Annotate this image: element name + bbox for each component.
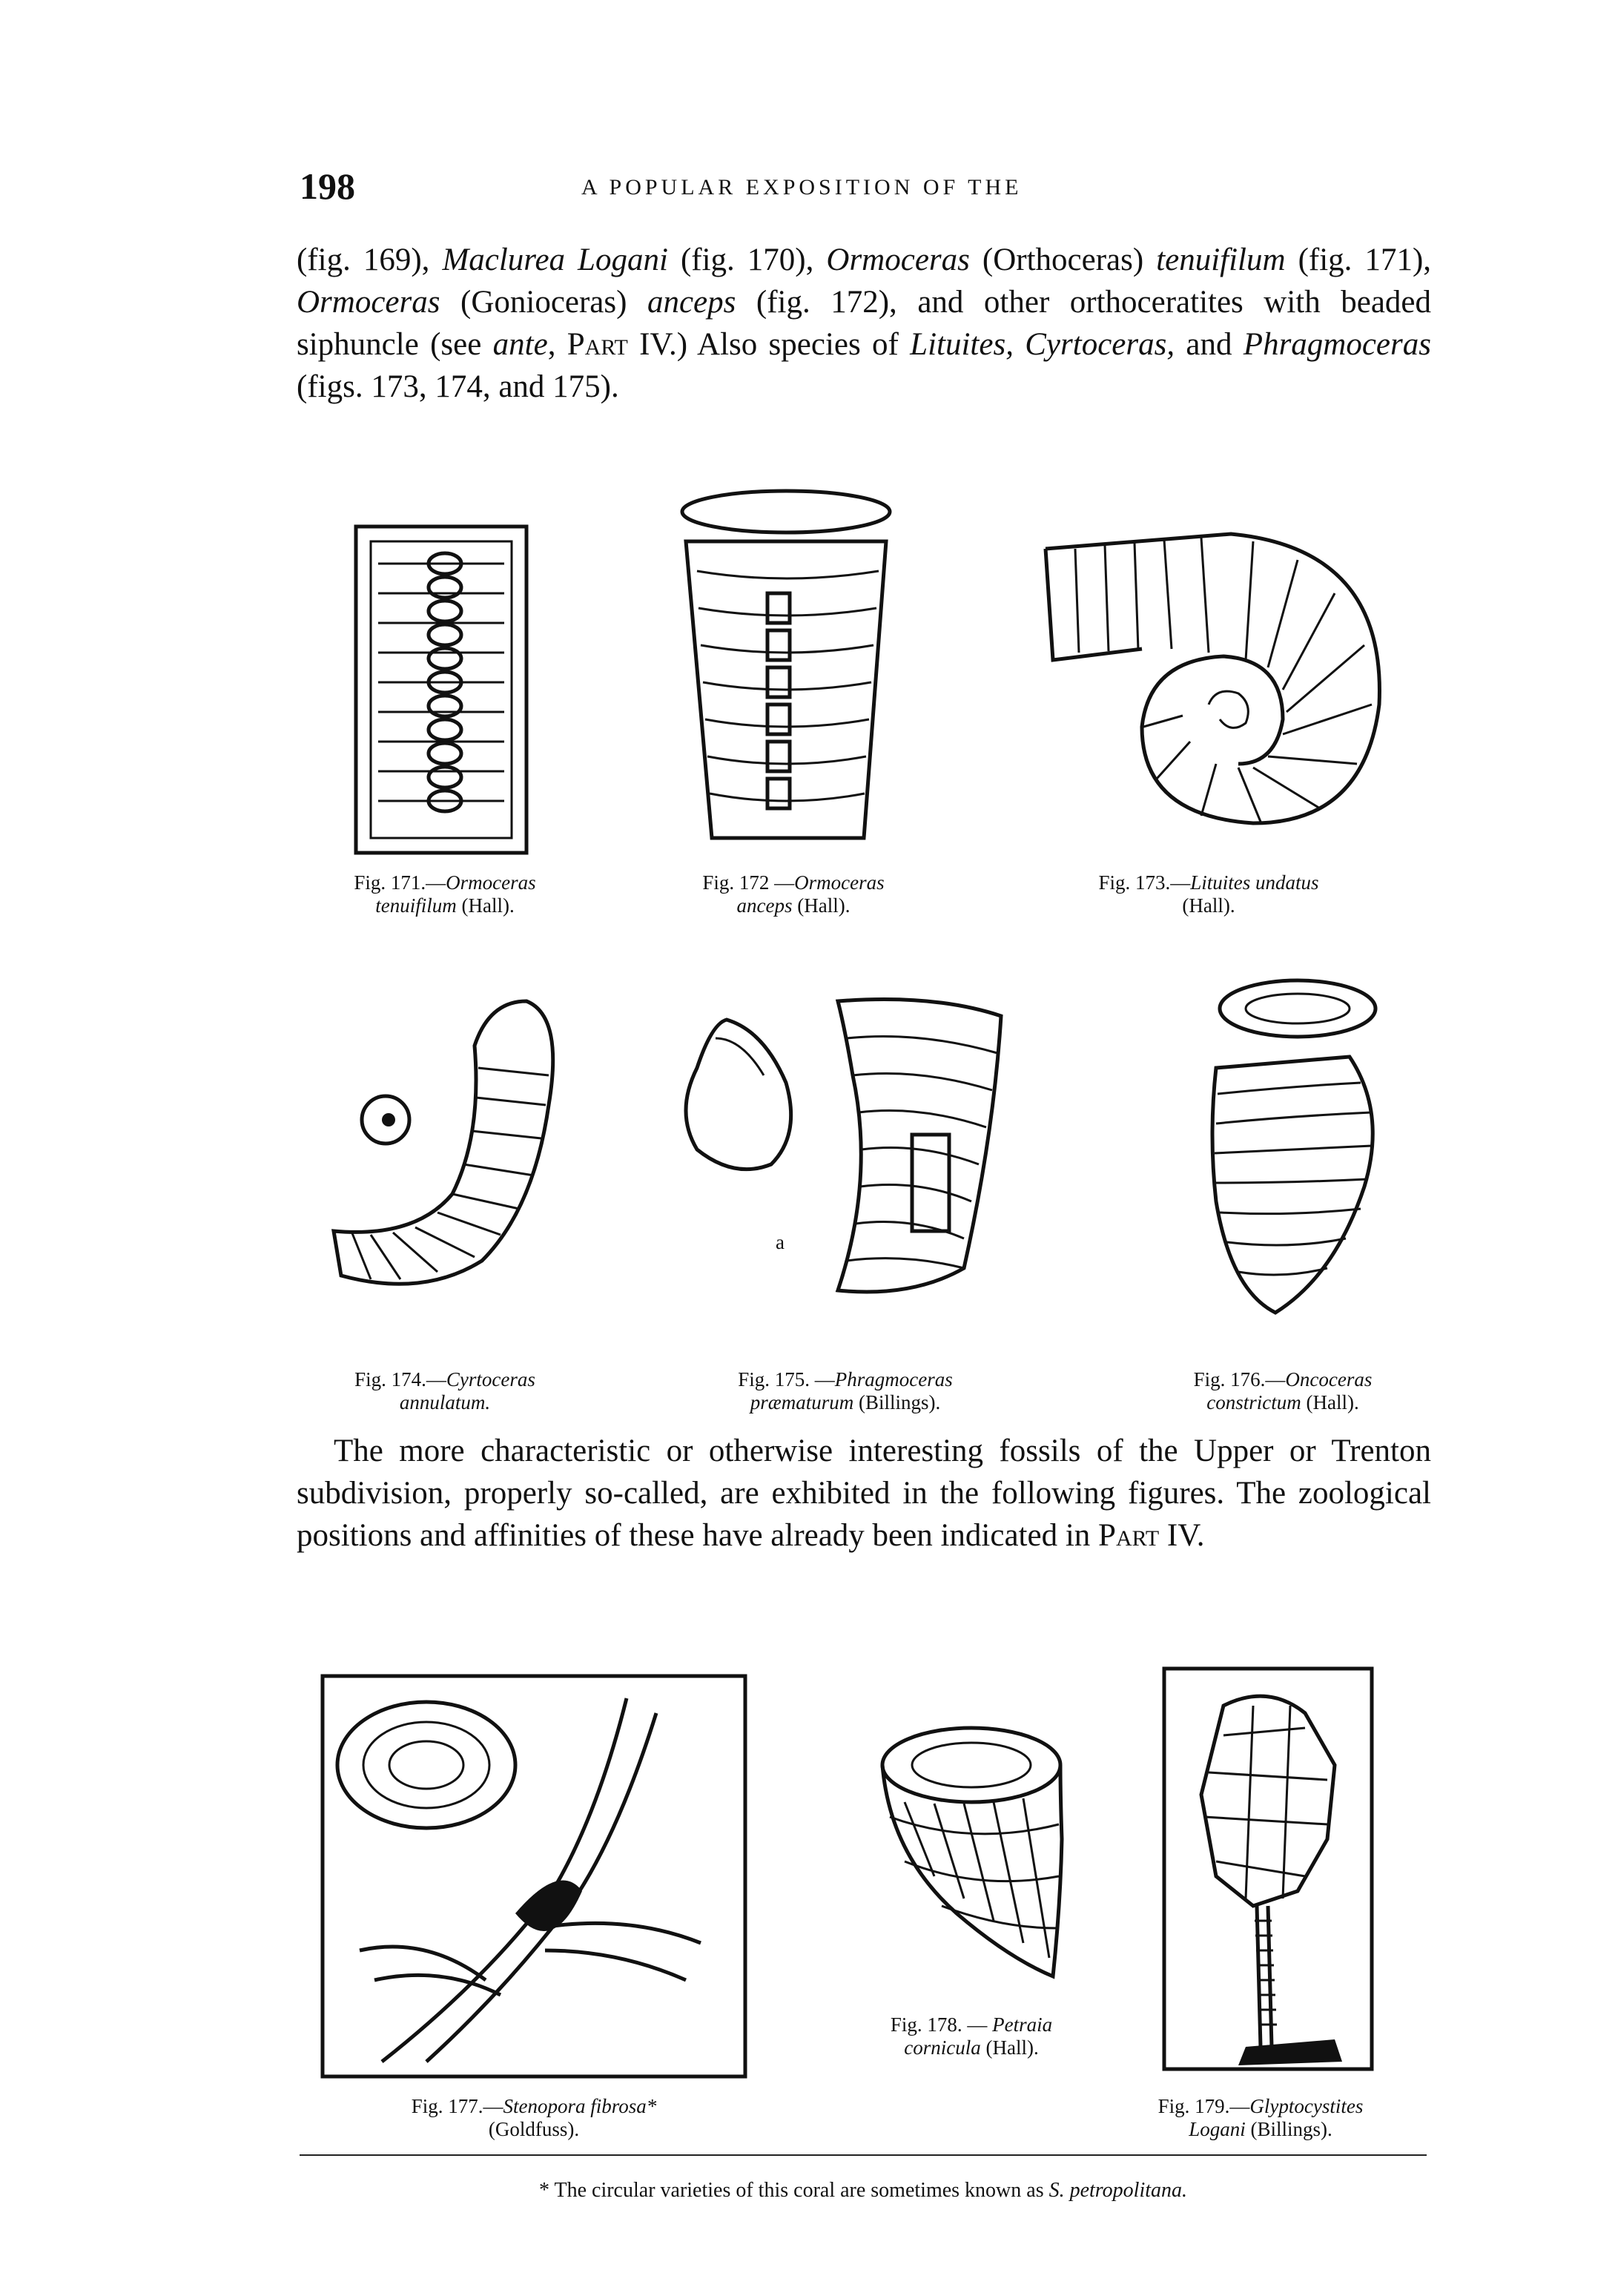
- author: (Goldfuss).: [488, 2118, 580, 2140]
- text-run: IV.) Also species of: [627, 327, 911, 362]
- fig-173-caption: [1008, 871, 1409, 917]
- text-run: (fig. 169),: [297, 243, 443, 277]
- author: (Hall).: [456, 894, 515, 917]
- fig-number: Fig. 179.—: [1157, 2095, 1250, 2117]
- fig-176-illustration: [1186, 964, 1409, 1320]
- genus-name: Ormoceras: [297, 285, 440, 320]
- fig-179-caption: [1083, 2095, 1439, 2141]
- species-name: cornicula: [904, 2036, 981, 2059]
- fig-175-sublabel: a: [776, 1231, 785, 1253]
- fig-178-illustration: [868, 1721, 1083, 1987]
- latin-term: ante: [492, 327, 548, 362]
- fig-172-illustration: [667, 482, 905, 853]
- fig-number: Fig. 178. —: [890, 2013, 993, 2036]
- species-name: tenuifilum: [375, 894, 457, 917]
- species-name: præmaturum: [750, 1391, 854, 1413]
- genus-name: Ormoceras: [826, 243, 970, 277]
- species-name: anceps: [736, 894, 793, 917]
- running-head: A POPULAR EXPOSITION OF THE: [581, 175, 1023, 199]
- footnote: [300, 2179, 1427, 2203]
- species-name: tenuifilum: [1156, 243, 1286, 277]
- text-run: and: [1175, 327, 1244, 362]
- genus-names: Lituites, Cyrtoceras,: [910, 327, 1175, 362]
- fig-number: Fig. 172 —: [702, 871, 795, 894]
- page-number: 198: [300, 165, 355, 207]
- fig-number: Fig. 173.—: [1098, 871, 1191, 894]
- species-name: S. petropolitana.: [1048, 2179, 1187, 2202]
- genus-name: Ormoceras: [794, 871, 885, 894]
- text-run: (figs. 173, 174, and 175).: [297, 369, 619, 404]
- fig-174-caption: [282, 1368, 608, 1414]
- fig-178-caption: [823, 2013, 1120, 2059]
- text-run: (Orthoceras): [969, 243, 1157, 277]
- genus-name: Oncoceras: [1285, 1368, 1373, 1391]
- genus-name: Petraia: [992, 2013, 1053, 2036]
- author: (Billings).: [1245, 2118, 1332, 2140]
- fig-175-illustration: [653, 986, 1023, 1320]
- text-run: ,: [547, 327, 567, 362]
- genus-name: Cyrtoceras: [446, 1368, 535, 1391]
- author: (Hall).: [980, 2036, 1039, 2059]
- part-reference: Part: [567, 327, 628, 362]
- fig-177-illustration: [315, 1669, 753, 2084]
- species-name: constrictum: [1206, 1391, 1301, 1413]
- fig-172-caption: [638, 871, 949, 917]
- species-name: Maclurea Logani: [442, 243, 668, 277]
- author: (Hall).: [1301, 1391, 1359, 1413]
- fig-176-caption: [1127, 1368, 1439, 1414]
- fig-171-illustration: [349, 519, 541, 860]
- fig-number: Fig. 177.—: [411, 2095, 503, 2117]
- text-run: The more characteristic or otherwise interesting fossils of the Upper or Trenton subdivision, properly so-called, are exhibited in the following figures. The zoological positions and affinities of these have already been indicated in: [297, 1434, 1431, 1553]
- fig-number: Fig. 174.—: [354, 1368, 446, 1391]
- author: (Hall).: [1182, 894, 1235, 917]
- species-name: annulatum.: [399, 1391, 491, 1413]
- text-run: (fig. 170),: [667, 243, 827, 277]
- genus-name: Phragmoceras: [1243, 327, 1431, 362]
- species-name: anceps: [647, 285, 736, 320]
- author: (Hall).: [792, 894, 851, 917]
- text-run: (fig. 172), and other orthoceratites with beaded siphuncle (see: [297, 285, 1432, 362]
- fig-number: Fig. 171.—: [354, 871, 446, 894]
- species-name: Lituites undatus: [1190, 871, 1319, 894]
- fig-175-caption: [638, 1368, 1053, 1414]
- fig-173-illustration: [1031, 519, 1416, 838]
- text-run: (Gonioceras): [440, 285, 647, 320]
- genus-name: Glyptocystites: [1249, 2095, 1364, 2117]
- author: (Billings).: [853, 1391, 941, 1413]
- species-name: Stenopora fibrosa*: [503, 2095, 657, 2117]
- genus-name: Phragmoceras: [834, 1368, 953, 1391]
- trenton-paragraph: [297, 1430, 1431, 1557]
- genus-name: Ormoceras: [446, 871, 536, 894]
- fig-171-caption: [289, 871, 601, 917]
- fig-179-illustration: [1157, 1661, 1379, 2076]
- footnote-text: * The circular varieties of this coral are sometimes known as: [539, 2179, 1049, 2202]
- part-reference: Part: [1098, 1518, 1160, 1553]
- fig-177-caption: [326, 2095, 742, 2141]
- text-run: (fig. 171),: [1285, 243, 1432, 277]
- fig-174-illustration: [311, 986, 593, 1298]
- intro-paragraph: [297, 239, 1431, 408]
- footnote-rule: [300, 2154, 1427, 2156]
- page-header: [300, 165, 1427, 217]
- fig-number: Fig. 175. —: [738, 1368, 835, 1391]
- species-name: Logani: [1189, 2118, 1246, 2140]
- text-run: IV.: [1159, 1518, 1205, 1553]
- fig-number: Fig. 176.—: [1193, 1368, 1286, 1391]
